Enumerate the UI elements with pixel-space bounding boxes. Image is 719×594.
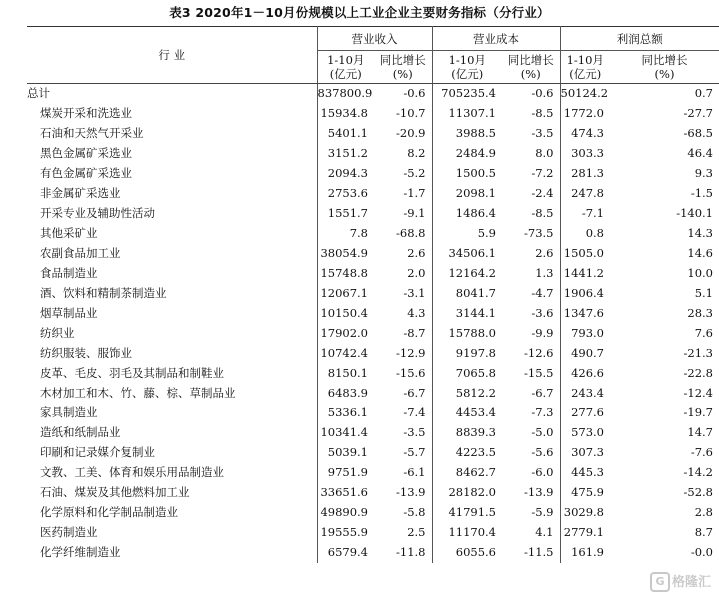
revenue-value: 7.8 [349,226,368,241]
table-row [27,224,719,244]
industry-name: 黑色金属矿采选业 [27,144,317,164]
profit-growth: 14.6 [687,245,713,260]
revenue-value: 6483.9 [327,385,368,400]
profit-value: 247.8 [571,186,604,201]
industry-name: 石油、煤炭及其他燃料加工业 [27,483,317,503]
cost-growth: 2.6 [502,244,560,264]
industry-name: 木材加工和木、竹、藤、棕、草制品业 [27,383,317,403]
industry-name: 家具制造业 [27,403,317,423]
profit-value: 243.4 [571,385,604,400]
revenue-value: 49890.9 [320,505,368,520]
industry-name: 烟草制品业 [27,303,317,323]
profit-value: 793.0 [571,325,604,340]
cost-growth: -6.0 [502,463,560,483]
revenue-growth: -5.8 [374,503,432,523]
cost-value: 4453.4 [455,405,496,420]
cost-growth: -7.2 [502,164,560,184]
cost-growth: -3.5 [502,124,560,144]
cost-amount-subheader: 1-10月 (亿元) [432,51,502,84]
table-row [27,543,719,563]
revenue-growth: -5.7 [374,443,432,463]
profit-value: 1906.4 [563,285,604,300]
profit-growth: 8.7 [694,525,713,540]
profit-header: 利润总额 [560,27,719,51]
cost-value: 28182.0 [448,485,496,500]
revenue-value: 15934.8 [320,106,368,121]
revenue-growth: 2.6 [374,244,432,264]
cost-header: 营业成本 [432,27,560,51]
cost-value: 5.9 [477,226,496,241]
cost-growth: -5.0 [502,423,560,443]
revenue-value: 6579.4 [327,545,368,560]
revenue-value: 2753.6 [327,186,368,201]
revenue-growth: -1.7 [374,184,432,204]
revenue-growth: -6.7 [374,383,432,403]
profit-value: 490.7 [571,345,604,360]
table-row [27,323,719,343]
table-row [27,104,719,124]
cost-growth: -5.9 [502,503,560,523]
profit-value: 475.9 [571,485,604,500]
industry-name: 皮革、毛皮、羽毛及其制品和制鞋业 [27,363,317,383]
revenue-growth: -10.7 [374,104,432,124]
revenue-growth: 8.2 [374,144,432,164]
table-row [27,204,719,224]
profit-growth: -52.8 [683,485,713,500]
revenue-value: 17902.0 [320,325,368,340]
profit-value: 307.3 [571,445,604,460]
revenue-amount-subheader: 1-10月 (亿元) [317,51,374,84]
profit-growth: -27.7 [683,106,713,121]
cost-value: 8839.3 [455,425,496,440]
industry-name: 食品制造业 [27,263,317,283]
revenue-value: 33651.6 [320,485,368,500]
cost-growth: -0.6 [502,84,560,104]
profit-value: 445.3 [571,465,604,480]
industry-name: 总计 [27,84,317,104]
cost-growth: -9.9 [502,323,560,343]
profit-value: 303.3 [571,146,604,161]
table-row [27,184,719,204]
cost-growth: -7.3 [502,403,560,423]
revenue-value: 19555.9 [320,525,368,540]
table-row [27,423,719,443]
revenue-value: 5336.1 [327,405,368,420]
revenue-value: 10150.4 [320,305,368,320]
profit-value: 2779.1 [563,525,604,540]
cost-value: 705235.4 [441,86,496,101]
table-row [27,523,719,543]
cost-value: 6055.6 [455,545,496,560]
table-row [27,383,719,403]
cost-value: 9197.8 [455,345,496,360]
cost-growth: -2.4 [502,184,560,204]
profit-amount-subheader: 1-10月 (亿元) [560,51,610,84]
table-row [27,463,719,483]
revenue-value: 8150.1 [327,365,368,380]
cost-value: 1486.4 [455,206,496,221]
table-row [27,124,719,144]
revenue-growth-subheader: 同比增长 (%) [374,51,432,84]
financial-indicators-table [27,26,719,563]
cost-growth: -8.5 [502,204,560,224]
industry-name: 石油和天然气开采业 [27,124,317,144]
profit-value: 0.8 [585,226,604,241]
revenue-growth: -0.6 [374,84,432,104]
industry-name: 医药制造业 [27,523,317,543]
profit-growth: -19.7 [683,405,713,420]
cost-growth: -5.6 [502,443,560,463]
cost-growth: -12.6 [502,343,560,363]
profit-value: 277.6 [571,405,604,420]
cost-growth: -4.7 [502,283,560,303]
cost-value: 5812.2 [455,385,496,400]
revenue-growth: -11.8 [374,543,432,563]
cost-value: 7065.8 [455,365,496,380]
cost-value: 34506.1 [448,245,496,260]
cost-value: 12164.2 [448,265,496,280]
profit-growth: -140.1 [676,206,713,221]
profit-growth: -14.2 [683,465,713,480]
revenue-growth: 2.5 [374,523,432,543]
table-row [27,164,719,184]
revenue-header: 营业收入 [317,27,432,51]
profit-growth: -22.8 [683,365,713,380]
profit-growth: -21.3 [683,345,713,360]
profit-value: 3029.8 [563,505,604,520]
revenue-value: 15748.8 [320,265,368,280]
cost-value: 2098.1 [455,186,496,201]
table-row [27,263,719,283]
profit-value: 573.0 [571,425,604,440]
profit-value: 1347.6 [563,305,604,320]
revenue-value: 12067.1 [320,285,368,300]
profit-value: 474.3 [571,126,604,141]
cost-growth: 4.1 [502,523,560,543]
cost-value: 1500.5 [455,166,496,181]
cost-growth: 1.3 [502,263,560,283]
profit-growth-subheader: 同比增长 (%) [610,51,719,84]
profit-growth: -68.5 [683,126,713,141]
cost-value: 8462.7 [455,465,496,480]
profit-growth: 28.3 [687,305,713,320]
industry-name: 纺织业 [27,323,317,343]
industry-name: 酒、饮料和精制茶制造业 [27,283,317,303]
revenue-value: 9751.9 [327,465,368,480]
industry-name: 化学纤维制造业 [27,543,317,563]
table-row [27,144,719,164]
cost-value: 15788.0 [448,325,496,340]
revenue-value: 2094.3 [327,166,368,181]
cost-growth: -6.7 [502,383,560,403]
cost-growth: -13.9 [502,483,560,503]
cost-growth: 8.0 [502,144,560,164]
profit-growth: 0.7 [694,86,713,101]
cost-value: 41791.5 [448,505,496,520]
cost-growth: -11.5 [502,543,560,563]
table-body [27,84,719,563]
table-row [27,244,719,264]
cost-value: 4223.5 [455,445,496,460]
industry-name: 农副食品加工业 [27,244,317,264]
profit-growth: 5.1 [694,285,713,300]
revenue-growth: -9.1 [374,204,432,224]
revenue-growth: -5.2 [374,164,432,184]
profit-growth: -7.6 [690,445,713,460]
profit-value: 161.9 [571,545,604,560]
industry-name: 其他采矿业 [27,224,317,244]
profit-growth: 46.4 [687,146,713,161]
cost-growth: -73.5 [502,224,560,244]
cost-value: 2484.9 [455,146,496,161]
revenue-value: 1551.7 [327,206,368,221]
profit-growth: 7.6 [694,325,713,340]
table-row [27,283,719,303]
profit-value: 1441.2 [563,265,604,280]
revenue-growth: -12.9 [374,343,432,363]
revenue-value: 10341.4 [320,425,368,440]
table-row [27,343,719,363]
revenue-value: 38054.9 [320,245,368,260]
profit-value: 1505.0 [563,245,604,260]
revenue-value: 5039.1 [327,445,368,460]
industry-header: 行 业 [27,27,317,84]
profit-growth: -0.0 [690,545,713,560]
revenue-growth: -68.8 [374,224,432,244]
profit-growth: 9.3 [694,166,713,181]
revenue-growth: 2.0 [374,263,432,283]
table-row [27,363,719,383]
industry-name: 非金属矿采选业 [27,184,317,204]
revenue-growth: -7.4 [374,403,432,423]
cost-value: 3988.5 [455,126,496,141]
revenue-growth: -6.1 [374,463,432,483]
profit-value: 1772.0 [563,106,604,121]
revenue-value: 10742.4 [320,345,368,360]
revenue-growth: 4.3 [374,303,432,323]
profit-growth: -12.4 [683,385,713,400]
revenue-growth: -15.6 [374,363,432,383]
industry-name: 煤炭开采和洗选业 [27,104,317,124]
industry-name: 文教、工美、体育和娱乐用品制造业 [27,463,317,483]
industry-name: 开采专业及辅助性活动 [27,204,317,224]
cost-value: 11307.1 [448,106,496,121]
industry-name: 纺织服装、服饰业 [27,343,317,363]
profit-growth: 14.7 [687,425,713,440]
industry-name: 有色金属矿采选业 [27,164,317,184]
profit-value: -7.1 [581,206,604,221]
cost-growth: -15.5 [502,363,560,383]
cost-growth: -8.5 [502,104,560,124]
profit-value: 281.3 [571,166,604,181]
revenue-value: 837800.9 [317,86,373,101]
revenue-value: 5401.1 [327,126,368,141]
cost-growth-subheader: 同比增长 (%) [502,51,560,84]
revenue-growth: -8.7 [374,323,432,343]
profit-growth: 10.0 [687,265,713,280]
watermark-logo-icon: G [650,572,670,592]
watermark: G 格隆汇 [650,571,711,593]
profit-value: 426.6 [571,365,604,380]
cost-value: 11170.4 [448,525,496,540]
profit-growth: -1.5 [690,186,713,201]
revenue-growth: -13.9 [374,483,432,503]
revenue-growth: -20.9 [374,124,432,144]
table-row [27,84,719,104]
table-row [27,503,719,523]
table-row [27,303,719,323]
industry-name: 印刷和记录媒介复制业 [27,443,317,463]
profit-growth: 14.3 [687,226,713,241]
table-row [27,483,719,503]
profit-growth: 2.8 [694,505,713,520]
revenue-growth: -3.1 [374,283,432,303]
industry-name: 造纸和纸制品业 [27,423,317,443]
revenue-value: 3151.2 [327,146,368,161]
table-row [27,403,719,423]
cost-value: 3144.1 [455,305,496,320]
cost-value: 8041.7 [455,285,496,300]
table-title: 表3 2020年1－10月份规模以上工业企业主要财务指标（分行业） [169,5,550,20]
revenue-growth: -3.5 [374,423,432,443]
profit-value: 50124.2 [560,86,609,101]
cost-growth: -3.6 [502,303,560,323]
table-row [27,443,719,463]
industry-name: 化学原料和化学制品制造业 [27,503,317,523]
